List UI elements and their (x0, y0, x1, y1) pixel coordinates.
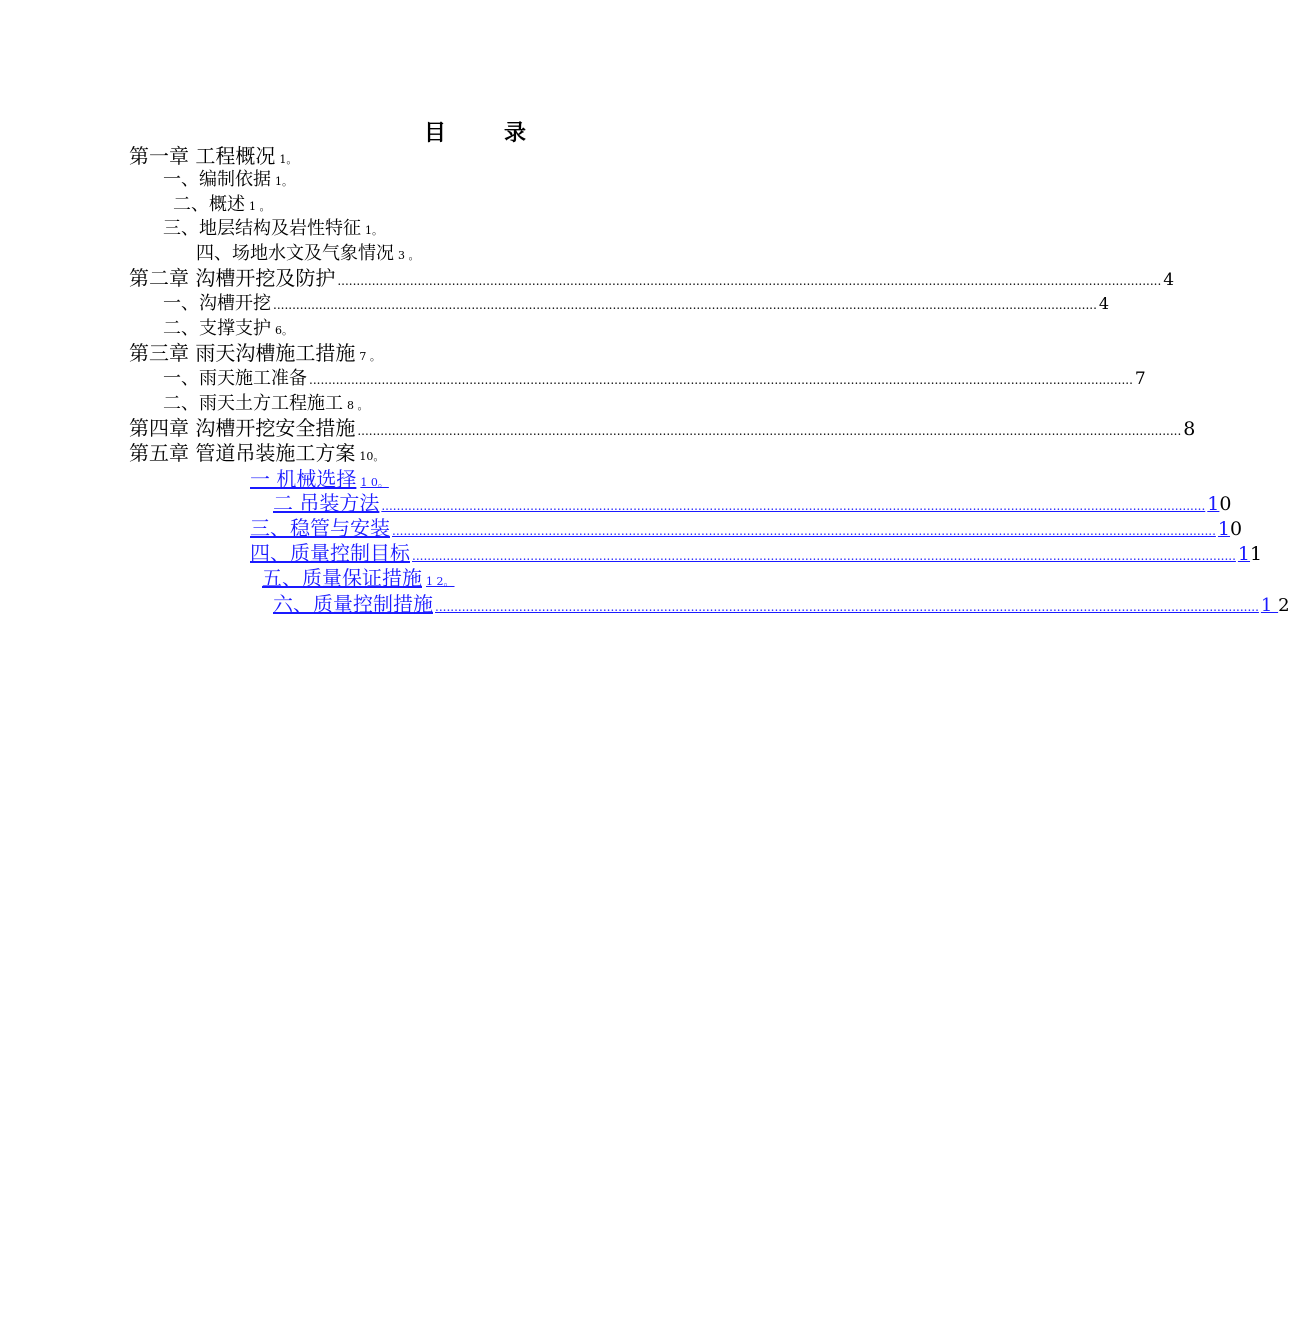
toc-entry-page: 10 (1207, 493, 1232, 515)
toc-entry-text: 二、雨天土方工程施工 (163, 393, 343, 414)
toc-entry-page: 1。 (275, 175, 293, 188)
toc-section-3-2 (163, 394, 369, 415)
toc-entry-text: 二 吊装方法 (273, 491, 380, 515)
toc-entry-page: 1。 (365, 224, 383, 237)
toc-entry-page: 7 。 (359, 350, 381, 363)
toc-entry-page: 3 。 (398, 249, 420, 262)
toc-section-1-3 (163, 219, 383, 240)
toc-entry-text: 一 机械选择 (250, 467, 357, 491)
toc-link-5-2[interactable] (273, 491, 1232, 516)
toc-entry-text: 三、稳管与安装 (250, 516, 390, 540)
toc-entry-text: 二、支撑支护 (163, 318, 271, 339)
toc-entry-text: 二、概述 (173, 194, 245, 215)
toc-chapter-2 (129, 266, 1175, 291)
toc-entry-page: 4 (1098, 294, 1110, 313)
toc-entry-page: 7 (1134, 369, 1146, 389)
toc-entry-page: 1 0。 (360, 476, 389, 489)
toc-section-3-1 (163, 368, 1146, 390)
toc-entry-page: 1。 (279, 153, 298, 166)
toc-entry-page: 1 2。 (426, 575, 455, 588)
toc-entry-text: 第二章 沟槽开挖及防护 (129, 266, 336, 290)
toc-entry-text: 四、场地水文及气象情况 (196, 243, 394, 264)
toc-entry-text: 一、编制依据 (163, 169, 271, 190)
toc-entry-text: 三、地层结构及岩性特征 (163, 218, 361, 239)
toc-section-1-4 (196, 244, 420, 265)
toc-leader-dots: ........................................................................................................................................................................................................................ (337, 274, 1162, 288)
toc-entry-page: 10 (1217, 518, 1243, 540)
toc-leader-dots: ........................................................................................................................................................................................................................ (357, 424, 1182, 438)
toc-leader-dots: ........................................................................................................................................................................................................................ (309, 373, 1133, 387)
toc-link-5-6[interactable] (273, 592, 1290, 617)
toc-entry-page: 8 (1183, 418, 1196, 440)
toc-leader-dots: ........................................................................................................................................................................................................................ (412, 549, 1236, 563)
toc-title-left: 目 (423, 120, 446, 146)
toc-entry-page: 11 (1237, 543, 1263, 565)
toc-link-5-1[interactable] (250, 468, 389, 491)
toc-entry-page: 1 。 (249, 200, 271, 213)
toc-link-5-4[interactable] (250, 541, 1263, 566)
toc-section-1-2 (173, 195, 271, 216)
toc-chapter-4 (129, 416, 1196, 441)
toc-entry-text: 五、质量保证措施 (262, 566, 422, 590)
toc-leader-dots: ........................................................................................................................................................................................................................ (435, 600, 1259, 614)
toc-entry-text: 第五章 管道吊装施工方案 (129, 441, 356, 465)
toc-entry-page: 1 2 (1260, 595, 1290, 616)
toc-entry-text: 六、质量控制措施 (273, 592, 433, 616)
toc-entry-page: 8 。 (347, 399, 369, 412)
toc-leader-dots: ........................................................................................................................................................................................................................ (381, 499, 1206, 513)
toc-link-5-5[interactable] (262, 567, 455, 590)
toc-chapter-3 (129, 342, 381, 365)
toc-entry-text: 第四章 沟槽开挖安全措施 (129, 416, 356, 440)
toc-leader-dots: ........................................................................................................................................................................................................................ (392, 524, 1216, 538)
toc-title (0, 116, 950, 147)
toc-entry-page: 4 (1163, 270, 1175, 290)
toc-section-2-2 (163, 319, 293, 340)
toc-section-1-1 (163, 170, 293, 191)
toc-leader-dots: ........................................................................................................................................................................................................................ (273, 298, 1097, 312)
toc-section-2-1 (163, 293, 1110, 315)
toc-entry-text: 一、雨天施工准备 (163, 368, 307, 389)
toc-chapter-1 (129, 145, 297, 168)
toc-title-right: 录 (504, 120, 527, 146)
toc-entry-text: 第三章 雨天沟槽施工措施 (129, 341, 356, 365)
toc-link-5-3[interactable] (250, 516, 1243, 541)
toc-entry-text: 一、沟槽开挖 (163, 293, 271, 314)
toc-entry-text: 四、质量控制目标 (250, 541, 410, 565)
toc-entry-page: 10。 (359, 450, 385, 463)
toc-entry-page: 6。 (275, 324, 293, 337)
toc-entry-text: 第一章 工程概况 (129, 144, 276, 168)
toc-chapter-5 (129, 442, 384, 465)
